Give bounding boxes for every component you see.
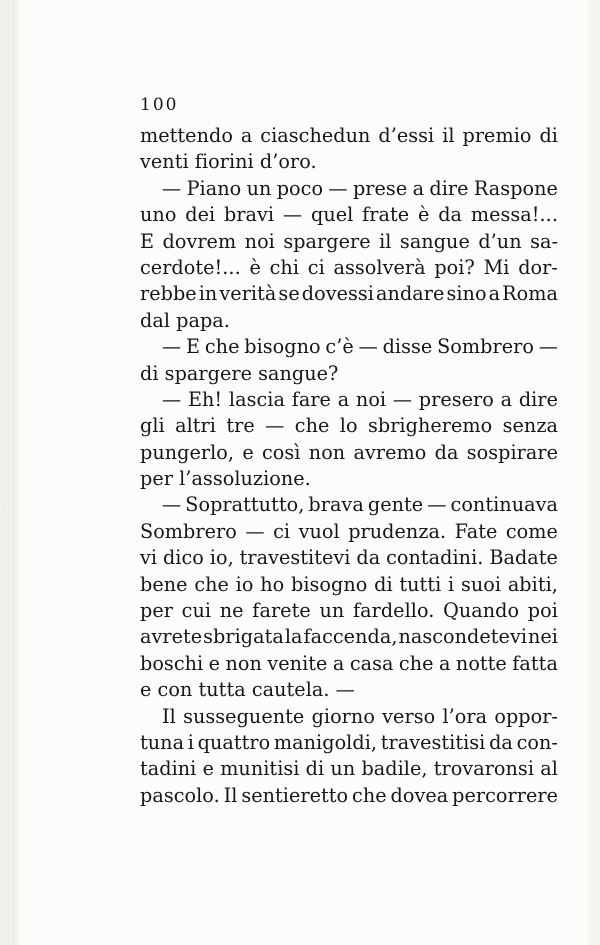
text-line: tuna i quattro manigoldi, travestitisi da con- bbox=[140, 730, 558, 754]
page-left-edge bbox=[0, 0, 18, 945]
text-line: pascolo. Il sentieretto che dovea percorrere bbox=[140, 783, 558, 807]
text-line: boschi e non venite a casa che a notte fatta bbox=[140, 651, 558, 675]
text-line: avrete sbrigata la faccenda, nascondetevi nei bbox=[140, 625, 558, 649]
text-line: — Eh! lascia fare a noi — presero a dire bbox=[162, 387, 558, 411]
text-line: pungerlo, e così non avremo da sospirare bbox=[140, 440, 558, 464]
text-line: tadini e munitisi di un badile, trovaronsi al bbox=[140, 757, 558, 781]
text-line: mettendo a ciaschedun d’essi il premio di bbox=[140, 124, 558, 147]
text-line: di spargere sangue? bbox=[140, 361, 339, 385]
page-right-edge bbox=[588, 0, 600, 945]
text-lines bbox=[140, 123, 558, 809]
text-line: vi dico io, travestitevi da contadini. Badate bbox=[140, 546, 558, 570]
text-line: Il susseguente giorno verso l’ora oppor- bbox=[162, 704, 558, 728]
text-line: dal papa. bbox=[140, 308, 230, 332]
text-line: E dovrem noi spargere il sangue d’un sa- bbox=[140, 229, 558, 253]
text-line: Sombrero — ci vuol prudenza. Fate come bbox=[140, 519, 558, 543]
text-block bbox=[140, 87, 558, 809]
text-line: gli altri tre — che lo sbrigheremo senza bbox=[140, 414, 558, 438]
text-line: — Piano un poco — prese a dire Raspone bbox=[162, 176, 558, 200]
text-line: per cui ne farete un fardello. Quando poi bbox=[140, 599, 558, 623]
text-line: — E che bisogno c’è — disse Sombrero — bbox=[162, 335, 558, 359]
text-line: bene che io ho bisogno di tutti i suoi abiti, bbox=[140, 572, 558, 596]
text-line: per l’assoluzione. bbox=[140, 467, 311, 491]
page-number: 100 bbox=[140, 95, 179, 115]
text-line: e con tutta cautela. — bbox=[140, 678, 355, 702]
text-line: cerdote!... è chi ci assolverà poi? Mi dor- bbox=[140, 255, 558, 279]
text-line: uno dei bravi — quel frate è da messa!... bbox=[140, 203, 558, 227]
text-line: rebbe in verità se dovessi andare sino a Roma bbox=[140, 282, 558, 306]
text-line: venti fiorini d’oro. bbox=[140, 150, 317, 174]
text-line: — Soprattutto, brava gente — continuava bbox=[162, 493, 558, 517]
